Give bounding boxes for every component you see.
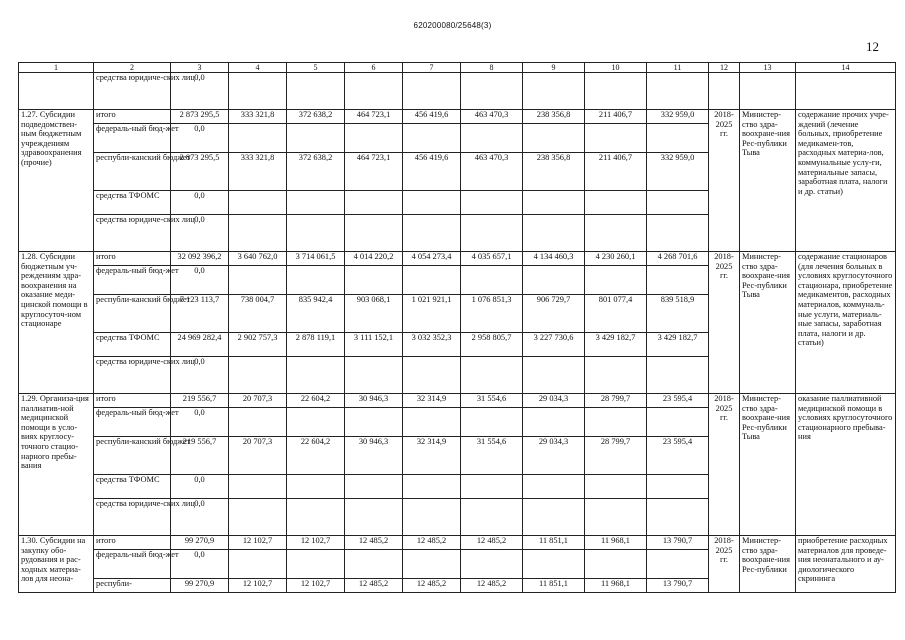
- column-number: 11: [647, 63, 709, 73]
- value-cell: [647, 215, 709, 252]
- column-number: 2: [94, 63, 171, 73]
- value-cell: 12 102,7: [229, 579, 287, 593]
- value-cell: [403, 550, 461, 579]
- value-cell: 4 134 460,3: [523, 252, 585, 266]
- column-number: 3: [171, 63, 229, 73]
- value-cell: 0,0: [171, 73, 229, 110]
- value-cell: [345, 73, 403, 110]
- value-cell: [647, 475, 709, 499]
- value-cell: [403, 357, 461, 394]
- value-cell: [585, 73, 647, 110]
- value-cell: [403, 475, 461, 499]
- value-cell: 211 406,7: [585, 153, 647, 191]
- value-cell: [345, 550, 403, 579]
- period-cell: [709, 73, 740, 110]
- value-cell: [647, 73, 709, 110]
- value-cell: [287, 266, 345, 295]
- value-cell: 11 968,1: [585, 579, 647, 593]
- value-cell: 0,0: [171, 550, 229, 579]
- row-category: средства юридиче-ских лиц: [94, 357, 171, 394]
- value-cell: [229, 124, 287, 153]
- value-cell: [461, 124, 523, 153]
- column-number: 9: [523, 63, 585, 73]
- document-code: 620200080/25648(3): [413, 21, 492, 30]
- row-category: итого: [94, 252, 171, 266]
- purpose-cell: приобретение расходных материалов для проведе-ния неонатального и ау-диологического скрининга: [796, 536, 896, 593]
- value-cell: 12 102,7: [287, 579, 345, 593]
- executor-cell: [740, 73, 796, 110]
- value-cell: [287, 499, 345, 536]
- value-cell: 0,0: [171, 499, 229, 536]
- value-cell: [287, 550, 345, 579]
- section-title: 1.29. Организа-ция паллиатив-ной медицинской помощи в усло-виях круглосу-точного стацио-нарного пребы-вания: [19, 394, 94, 536]
- value-cell: 30 946,3: [345, 437, 403, 475]
- value-cell: [647, 408, 709, 437]
- value-cell: 3 032 352,3: [403, 333, 461, 357]
- value-cell: 0,0: [171, 215, 229, 252]
- value-cell: 903 068,1: [345, 295, 403, 333]
- column-number: 13: [740, 63, 796, 73]
- value-cell: 238 356,8: [523, 110, 585, 124]
- period-cell: 2018-2025 гг.: [709, 536, 740, 593]
- value-cell: 0,0: [171, 266, 229, 295]
- value-cell: 1 021 921,1: [403, 295, 461, 333]
- value-cell: [585, 215, 647, 252]
- value-cell: [585, 266, 647, 295]
- value-cell: 4 035 657,1: [461, 252, 523, 266]
- value-cell: 24 969 282,4: [171, 333, 229, 357]
- purpose-cell: оказание паллиативной медицинской помощи в условиях круглосуточного стационарного пребыва-ния: [796, 394, 896, 536]
- value-cell: 99 270,9: [171, 536, 229, 550]
- value-cell: [345, 215, 403, 252]
- value-cell: 28 799,7: [585, 394, 647, 408]
- value-cell: 13 790,7: [647, 579, 709, 593]
- executor-cell: Министер-ство здра-воохране-ния Рес-публики Тыва: [740, 394, 796, 536]
- row-category: федераль-ный бюд-жет: [94, 266, 171, 295]
- value-cell: [403, 73, 461, 110]
- value-cell: [461, 191, 523, 215]
- column-number: 4: [229, 63, 287, 73]
- value-cell: [647, 124, 709, 153]
- column-number: 10: [585, 63, 647, 73]
- value-cell: 211 406,7: [585, 110, 647, 124]
- row-category: итого: [94, 536, 171, 550]
- value-cell: [229, 215, 287, 252]
- value-cell: 12 485,2: [403, 536, 461, 550]
- value-cell: 11 968,1: [585, 536, 647, 550]
- value-cell: [647, 357, 709, 394]
- table-row: [19, 536, 896, 550]
- value-cell: 12 485,2: [461, 579, 523, 593]
- value-cell: [345, 357, 403, 394]
- executor-cell: Министер-ство здра-воохране-ния Рес-публики Тыва: [740, 252, 796, 394]
- value-cell: [461, 408, 523, 437]
- value-cell: 372 638,2: [287, 153, 345, 191]
- value-cell: 0,0: [171, 191, 229, 215]
- value-cell: 333 321,8: [229, 110, 287, 124]
- section-title: 1.28. Субсидии бюджетным уч-реждениям здра-воохранения на оказание меди-цинской помощи в круглосуточ-ном стационаре: [19, 252, 94, 394]
- value-cell: 3 714 061,5: [287, 252, 345, 266]
- value-cell: 29 034,3: [523, 394, 585, 408]
- row-category: средства юридиче-ских лиц: [94, 215, 171, 252]
- value-cell: [403, 191, 461, 215]
- value-cell: [229, 550, 287, 579]
- value-cell: [403, 499, 461, 536]
- value-cell: 22 604,2: [287, 394, 345, 408]
- value-cell: [403, 408, 461, 437]
- value-cell: [461, 215, 523, 252]
- value-cell: 4 230 260,1: [585, 252, 647, 266]
- value-cell: 4 054 273,4: [403, 252, 461, 266]
- value-cell: 0,0: [171, 475, 229, 499]
- value-cell: [523, 124, 585, 153]
- value-cell: [229, 408, 287, 437]
- value-cell: [647, 499, 709, 536]
- value-cell: [461, 550, 523, 579]
- value-cell: 801 077,4: [585, 295, 647, 333]
- value-cell: [461, 499, 523, 536]
- value-cell: [585, 124, 647, 153]
- value-cell: [585, 408, 647, 437]
- section-title: 1.30. Субсидии на закупку обо-рудования и рас-ходных материа-лов для неона-: [19, 536, 94, 593]
- value-cell: 839 518,9: [647, 295, 709, 333]
- value-cell: [345, 408, 403, 437]
- value-cell: 4 014 220,2: [345, 252, 403, 266]
- value-cell: 11 851,1: [523, 536, 585, 550]
- value-cell: [647, 266, 709, 295]
- value-cell: [585, 475, 647, 499]
- value-cell: [585, 550, 647, 579]
- value-cell: 906 729,7: [523, 295, 585, 333]
- value-cell: 332 959,0: [647, 110, 709, 124]
- budget-table: [18, 62, 896, 593]
- value-cell: 12 485,2: [461, 536, 523, 550]
- value-cell: 32 092 396,2: [171, 252, 229, 266]
- value-cell: [229, 266, 287, 295]
- value-cell: 31 554,6: [461, 394, 523, 408]
- value-cell: 13 790,7: [647, 536, 709, 550]
- value-cell: 219 556,7: [171, 437, 229, 475]
- row-category: итого: [94, 394, 171, 408]
- column-number: 1: [19, 63, 94, 73]
- row-category: республи-канский бюджет: [94, 437, 171, 475]
- value-cell: [345, 499, 403, 536]
- value-cell: 2 873 295,5: [171, 110, 229, 124]
- value-cell: 20 707,3: [229, 394, 287, 408]
- value-cell: [287, 215, 345, 252]
- table-row: [19, 110, 896, 124]
- value-cell: 12 102,7: [287, 536, 345, 550]
- value-cell: [345, 266, 403, 295]
- value-cell: 0,0: [171, 357, 229, 394]
- value-cell: 12 485,2: [345, 536, 403, 550]
- value-cell: 20 707,3: [229, 437, 287, 475]
- value-cell: [287, 191, 345, 215]
- value-cell: [461, 73, 523, 110]
- value-cell: 238 356,8: [523, 153, 585, 191]
- value-cell: [287, 73, 345, 110]
- value-cell: 219 556,7: [171, 394, 229, 408]
- row-category: республи-канский бюджет: [94, 295, 171, 333]
- value-cell: [345, 191, 403, 215]
- period-cell: 2018-2025 гг.: [709, 110, 740, 252]
- value-cell: 11 851,1: [523, 579, 585, 593]
- value-cell: 456 419,6: [403, 153, 461, 191]
- value-cell: [403, 124, 461, 153]
- value-cell: [229, 499, 287, 536]
- purpose-cell: содержание стационаров (для лечения больных в условиях круглосуточного стационара, приобретение медикаментов, расходных материалов, коммуналь-ные услуги, материаль-ные запасы, заработная плата, налоги и др. статьи): [796, 252, 896, 394]
- period-cell: 2018-2025 гг.: [709, 252, 740, 394]
- value-cell: 2 873 295,5: [171, 153, 229, 191]
- period-cell: 2018-2025 гг.: [709, 394, 740, 536]
- value-cell: 372 638,2: [287, 110, 345, 124]
- value-cell: 12 485,2: [345, 579, 403, 593]
- value-cell: [647, 550, 709, 579]
- page-number: 12: [866, 39, 879, 54]
- table-row: [19, 73, 896, 110]
- value-cell: 99 270,9: [171, 579, 229, 593]
- row-category: республи-канский бюджет: [94, 153, 171, 191]
- value-cell: [403, 266, 461, 295]
- row-category: средства юридиче-ских лиц: [94, 73, 171, 110]
- value-cell: 2 958 805,7: [461, 333, 523, 357]
- value-cell: 7 123 113,7: [171, 295, 229, 333]
- value-cell: 3 429 182,7: [585, 333, 647, 357]
- value-cell: [523, 408, 585, 437]
- purpose-cell: содержание прочих учре-ждений (лечение больных, приобретение медикамен-тов, расходных материа-лов, коммунальные услу-ги, материальные запасы, заработная плата, налоги и др. статьи): [796, 110, 896, 252]
- value-cell: 463 470,3: [461, 110, 523, 124]
- value-cell: 738 004,7: [229, 295, 287, 333]
- table-row: [19, 394, 896, 408]
- value-cell: [229, 357, 287, 394]
- section-title: 1.27. Субсидии подведомствен-ным бюджетным учреждениям здравоохранения (прочие): [19, 110, 94, 252]
- value-cell: [229, 73, 287, 110]
- executor-cell: Министер-ство здра-воохране-ния Рес-публики Тыва: [740, 110, 796, 252]
- value-cell: 23 595,4: [647, 437, 709, 475]
- value-cell: [287, 408, 345, 437]
- value-cell: [523, 475, 585, 499]
- value-cell: [287, 357, 345, 394]
- column-number: 8: [461, 63, 523, 73]
- row-category: федераль-ный бюд-жет: [94, 408, 171, 437]
- value-cell: [523, 215, 585, 252]
- value-cell: [345, 124, 403, 153]
- value-cell: 333 321,8: [229, 153, 287, 191]
- value-cell: 22 604,2: [287, 437, 345, 475]
- purpose-cell: [796, 73, 896, 110]
- value-cell: 1 076 851,3: [461, 295, 523, 333]
- value-cell: 456 419,6: [403, 110, 461, 124]
- value-cell: 464 723,1: [345, 153, 403, 191]
- value-cell: [403, 215, 461, 252]
- value-cell: 3 227 730,6: [523, 333, 585, 357]
- value-cell: 835 942,4: [287, 295, 345, 333]
- value-cell: 12 102,7: [229, 536, 287, 550]
- value-cell: [523, 357, 585, 394]
- column-number: 12: [709, 63, 740, 73]
- value-cell: [647, 191, 709, 215]
- value-cell: 29 034,3: [523, 437, 585, 475]
- column-number: 14: [796, 63, 896, 73]
- executor-cell: Министер-ство здра-воохране-ния Рес-публики: [740, 536, 796, 593]
- value-cell: 30 946,3: [345, 394, 403, 408]
- value-cell: 12 485,2: [403, 579, 461, 593]
- value-cell: [287, 124, 345, 153]
- value-cell: 3 640 762,0: [229, 252, 287, 266]
- value-cell: [229, 191, 287, 215]
- value-cell: [585, 191, 647, 215]
- value-cell: 28 799,7: [585, 437, 647, 475]
- value-cell: 0,0: [171, 408, 229, 437]
- value-cell: [585, 499, 647, 536]
- value-cell: 3 111 152,1: [345, 333, 403, 357]
- value-cell: 463 470,3: [461, 153, 523, 191]
- value-cell: [585, 357, 647, 394]
- value-cell: 332 959,0: [647, 153, 709, 191]
- value-cell: [523, 266, 585, 295]
- row-category: средства юридиче-ских лиц: [94, 499, 171, 536]
- value-cell: 2 902 757,3: [229, 333, 287, 357]
- row-category: республи-: [94, 579, 171, 593]
- table-row: [19, 252, 896, 266]
- column-number: 6: [345, 63, 403, 73]
- column-number: 5: [287, 63, 345, 73]
- value-cell: 3 429 182,7: [647, 333, 709, 357]
- column-number: 7: [403, 63, 461, 73]
- value-cell: 23 595,4: [647, 394, 709, 408]
- row-category: средства ТФОМС: [94, 191, 171, 215]
- row-category: средства ТФОМС: [94, 475, 171, 499]
- column-number-row: [19, 63, 896, 73]
- value-cell: [523, 73, 585, 110]
- value-cell: [523, 499, 585, 536]
- row-category: средства ТФОМС: [94, 333, 171, 357]
- value-cell: [461, 357, 523, 394]
- value-cell: [461, 266, 523, 295]
- value-cell: [345, 475, 403, 499]
- value-cell: [287, 475, 345, 499]
- value-cell: [523, 550, 585, 579]
- value-cell: 32 314,9: [403, 437, 461, 475]
- value-cell: [229, 475, 287, 499]
- value-cell: 32 314,9: [403, 394, 461, 408]
- value-cell: [461, 475, 523, 499]
- value-cell: 464 723,1: [345, 110, 403, 124]
- value-cell: [523, 191, 585, 215]
- value-cell: 0,0: [171, 124, 229, 153]
- value-cell: 2 878 119,1: [287, 333, 345, 357]
- row-category: итого: [94, 110, 171, 124]
- row-category: федераль-ный бюд-жет: [94, 124, 171, 153]
- row-category: федераль-ный бюд-жет: [94, 550, 171, 579]
- row-title-cell: [19, 73, 94, 110]
- value-cell: 4 268 701,6: [647, 252, 709, 266]
- value-cell: 31 554,6: [461, 437, 523, 475]
